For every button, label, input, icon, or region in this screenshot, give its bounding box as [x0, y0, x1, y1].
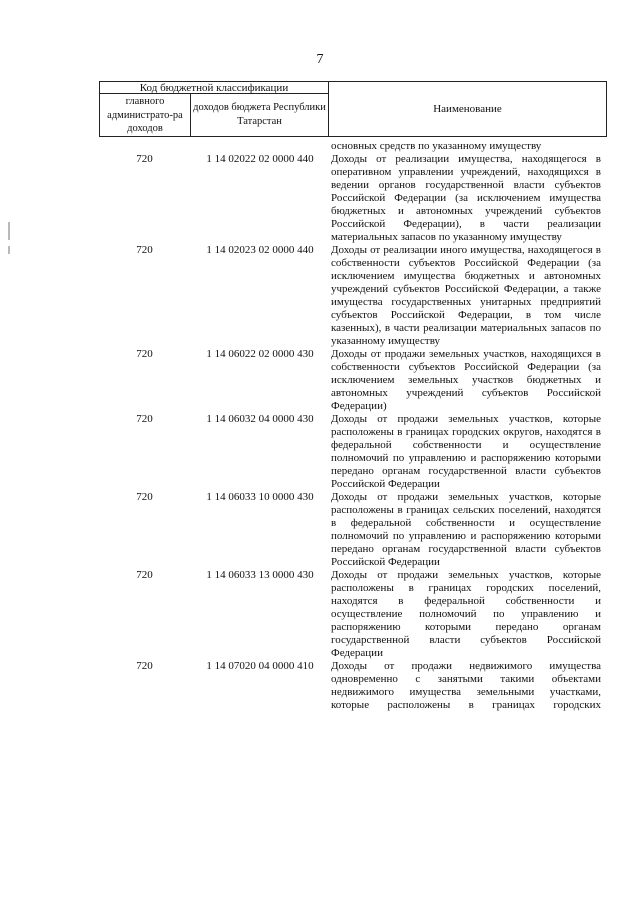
name-cell: Доходы от продажи земельных участков, которые расположены в границах городских округов, находятся в федеральной собственности и осуществление полномочий по управлению и распоряжению которыми передано органам государственной власти субъектов Российской Федерации [331, 413, 601, 490]
scan-artifact-mark [8, 222, 10, 240]
name-cell: Доходы от продажи недвижимого имущества одновременно с занятыми такими объектами недвижимого имущества земельными участками, которые расположены в границах городских [331, 660, 601, 711]
admin-code-cell: 720 [136, 153, 153, 165]
classification-code-cell: 1 14 07020 04 0000 410 [206, 660, 314, 672]
classification-code-cell: 1 14 02022 02 0000 440 [206, 153, 314, 165]
name-cell: Доходы от продажи земельных участков, находящихся в собственности субъектов Российской Федерации (за исключением земельных участков бюджетных и автономных учреждений субъектов Российской Федерации) [331, 348, 601, 412]
name-cell: основных средств по указанному имуществу [331, 140, 542, 152]
classification-code-cell: 1 14 06032 04 0000 430 [206, 413, 314, 425]
table-row [99, 660, 607, 712]
classification-code-cell: 1 14 06022 02 0000 430 [206, 348, 314, 360]
table-body [99, 140, 607, 712]
classification-code-cell: 1 14 06033 13 0000 430 [206, 569, 314, 581]
admin-code-cell: 720 [136, 491, 153, 503]
admin-code-cell: 720 [136, 569, 153, 581]
header-budget-classification-code: Код бюджетной классификации [100, 82, 329, 94]
header-budget-income: доходов бюджета Республики Татарстан [191, 94, 329, 136]
header-name: Наименование [433, 103, 502, 115]
table-row [99, 491, 607, 569]
name-cell: Доходы от продажи земельных участков, которые расположены в границах городских поселений, находятся в федеральной собственности и осуществление полномочий по управлению и распоряжению которыми передано органам государственной власти субъектов Российской Федерации [331, 569, 601, 659]
classification-code-cell: 1 14 02023 02 0000 440 [206, 244, 314, 256]
name-cell: Доходы от реализации имущества, находящегося в оперативном управлении учреждений, находящихся в ведении органов государственной власти субъектов Российской Федерации (за исключением имущества бюджетных и автономных учреждений субъектов Российской Федерации), в части реализации материальных запасов по указанному имуществу [331, 153, 601, 243]
admin-code-cell: 720 [136, 660, 153, 672]
table-row [99, 244, 607, 348]
admin-code-cell: 720 [136, 244, 153, 256]
admin-code-cell: 720 [136, 348, 153, 360]
table-row [99, 140, 607, 153]
classification-code-cell: 1 14 06033 10 0000 430 [206, 491, 314, 503]
table-row [99, 413, 607, 491]
header-chief-administrator: главного администрато-ра доходов [100, 94, 191, 136]
table-header [99, 81, 607, 137]
scan-artifact-mark [8, 246, 10, 254]
table-row [99, 153, 607, 244]
name-cell: Доходы от реализации иного имущества, находящегося в собственности субъектов Российской Федерации (за исключением имущества бюджетных и автономных учреждений субъектов Российской Федерации, а также имущества государственных унитарных предприятий субъектов Российской Федерации, в том числе казенных), в части реализации материальных запасов по указанному имуществу [331, 244, 601, 347]
table-row [99, 348, 607, 413]
name-cell: Доходы от продажи земельных участков, которые расположены в границах сельских поселений, находятся в федеральной собственности и осуществление полномочий по управлению и распоряжению которыми передано органам государственной власти субъектов Российской Федерации [331, 491, 601, 568]
table-row [99, 569, 607, 660]
page-number: 7 [316, 52, 324, 67]
admin-code-cell: 720 [136, 413, 153, 425]
